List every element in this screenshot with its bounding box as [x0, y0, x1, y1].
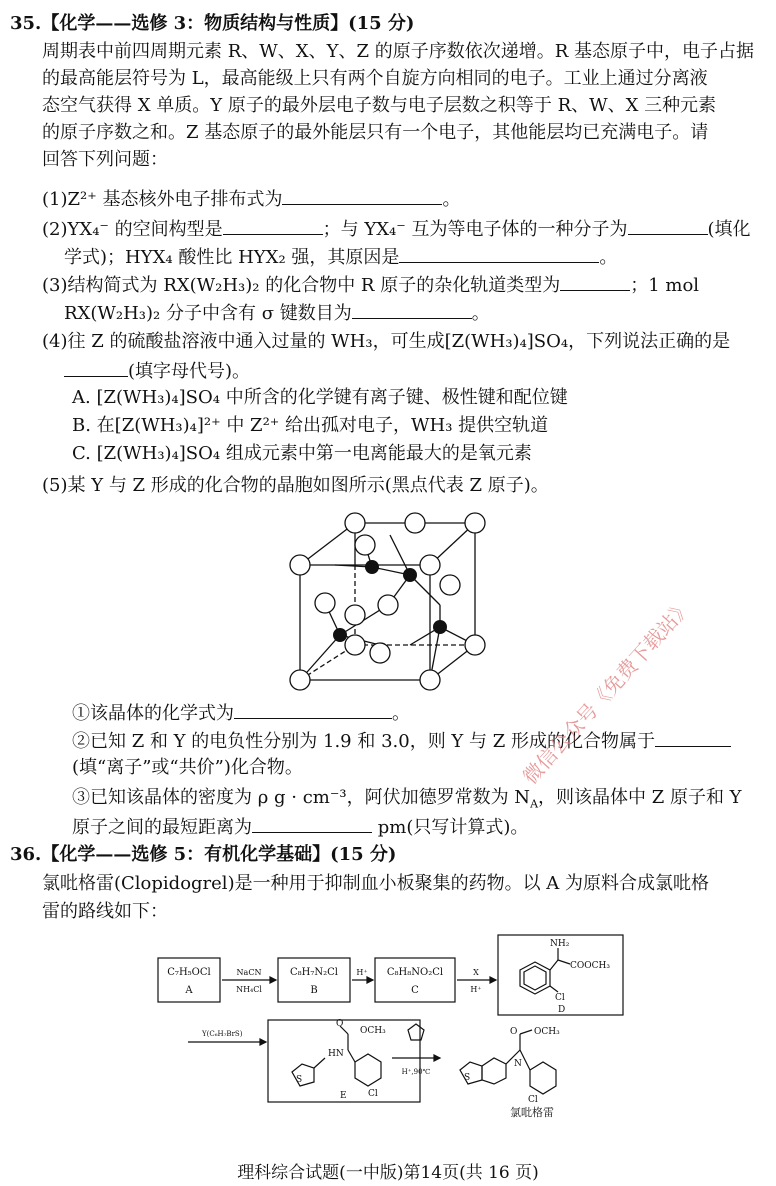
q35-part4-line2 — [64, 358, 250, 384]
reagent-1-bottom: NH₄Cl — [236, 985, 262, 994]
e-hn: HN — [328, 1049, 344, 1059]
option-c: C. [Z(WH₃)₄]SO₄ 组成元素中第一电离能最大的是氧元素 — [72, 443, 532, 464]
q35-part2-d: 学式)；HYX₄ 酸性比 HYX₂ 强，其原因是 — [64, 247, 400, 268]
b-label: B — [310, 985, 318, 996]
option-a: A. [Z(WH₃)₄]SO₄ 中所含的化学键有离子键、极性键和配位键 — [72, 387, 568, 408]
answer-blank-3a[interactable] — [560, 272, 630, 291]
product-s: S — [464, 1073, 471, 1083]
q35-intro-5: 回答下列问题： — [42, 149, 168, 170]
d-ester: COOCH₃ — [570, 961, 610, 971]
q35-part3-b: ；1 mol — [630, 275, 700, 296]
synthesis-scheme — [150, 930, 630, 1120]
q35-sub2-a: ②已知 Z 和 Y 的电负性分别为 1.9 和 3.0，则 Y 与 Z 形成的化合物属于 — [72, 731, 655, 752]
answer-blank-2c[interactable] — [399, 244, 599, 263]
a-formula: C₇H₅OCl — [167, 967, 211, 978]
q35-part2-line1 — [42, 216, 751, 242]
q36-intro-1: 氯吡格雷(Clopidogrel)是一种用于抑制血小板聚集的药物。以 A 为原料合成氯吡格 — [42, 873, 710, 894]
q35-sub3-line2 — [72, 814, 528, 840]
c-label: C — [411, 985, 419, 996]
box-e — [268, 1020, 420, 1102]
e-label: E — [340, 1091, 347, 1101]
q35-part2-b: ；与 YX₄⁻ 互为等电子体的一种分子为 — [322, 219, 628, 240]
a-label: A — [185, 985, 193, 996]
q35-sub2-line1 — [72, 728, 731, 754]
q35-part2-c: (填化 — [707, 219, 751, 240]
q35-sub3-d: pm(只写计算式)。 — [377, 817, 529, 838]
product-n: N — [514, 1059, 522, 1069]
product-cl: Cl — [528, 1095, 538, 1105]
q35-part1-text: (1)Z²⁺ 基态核外电子排布式为 — [42, 189, 283, 210]
q35-sub2-line2: (填“离子”或“共价”)化合物。 — [72, 757, 303, 778]
q35-part3-a: (3)结构简式为 RX(W₂H₃)₂ 的化合物中 R 原子的杂化轨道类型为 — [42, 275, 561, 296]
q35-part1: (1)Z²⁺ 基态核外电子排布式为 。 — [42, 186, 460, 212]
c-formula: C₈H₈NO₂Cl — [386, 967, 444, 978]
q35-part5: (5)某 Y 与 Z 形成的化合物的晶胞如图所示(黑点代表 Z 原子)。 — [42, 475, 549, 496]
q35-part3-c: RX(W₂H₃)₂ 分子中含有 σ 键数目为 — [64, 303, 352, 324]
e-o: O — [336, 1019, 344, 1029]
q35-sub1: ①该晶体的化学式为 。 — [72, 700, 410, 726]
q35-intro-4: 的原子序数之和。Z 基态原子的最外能层只有一个电子，其他能层均已充满电子。请 — [42, 122, 709, 143]
q35-part2-line2: 学式)；HYX₄ 酸性比 HYX₂ 强，其原因是 。 — [64, 244, 617, 270]
e-cl: Cl — [368, 1089, 378, 1099]
page-footer: 理科综合试题(一中版)第14页(共 16 页) — [237, 1163, 539, 1183]
answer-blank-4[interactable] — [64, 358, 128, 377]
q36-intro-2: 雷的路线如下： — [42, 901, 168, 922]
product-o: O — [510, 1027, 518, 1037]
answer-blank-3b[interactable] — [352, 300, 472, 319]
e-och3: OCH₃ — [360, 1026, 386, 1036]
q35-part3-line2: RX(W₂H₃)₂ 分子中含有 σ 键数目为 。 — [64, 300, 490, 326]
q35-sub1-text: ①该晶体的化学式为 — [72, 703, 234, 724]
option-b: B. 在[Z(WH₃)₄]²⁺ 中 Z²⁺ 给出孤对电子，WH₃ 提供空轨道 — [72, 415, 549, 436]
q35-intro-1: 周期表中前四周期元素 R、W、X、Y、Z 的原子序数依次递增。R 基态原子中，电子占据 — [42, 41, 754, 62]
answer-blank-1[interactable] — [282, 186, 442, 205]
reagent-4: Y(C₆H₇BrS) — [202, 1030, 243, 1038]
q35-sub3-c: 原子之间的最短距离为 — [72, 817, 252, 838]
product-och3: OCH₃ — [534, 1027, 560, 1037]
q35-intro-2: 的最高能层符号为 L，最高能级上只有两个自旋方向相同的电子。工业上通过分离液 — [42, 68, 708, 89]
q35-part4-b: (填字母代号)。 — [128, 361, 251, 382]
crystal-cell-diagram — [280, 505, 500, 695]
b-formula: C₈H₇N₂Cl — [290, 967, 338, 978]
answer-blank-5a[interactable] — [234, 700, 392, 719]
reagent-3-top: X — [473, 968, 479, 977]
q35-sub3-subscript: A — [530, 797, 539, 811]
q35-intro-3: 态空气获得 X 单质。Y 原子的最外层电子数与电子层数之积等于 R、W、X 三种元素 — [42, 95, 717, 116]
d-nh2: NH₂ — [550, 939, 570, 949]
reagent-3-bottom: H⁺ — [470, 985, 482, 994]
product-label: 氯吡格雷 — [510, 1106, 554, 1119]
reagent-2-top: H⁺ — [356, 968, 368, 977]
answer-blank-2a[interactable] — [223, 216, 323, 235]
d-cl: Cl — [555, 993, 565, 1003]
q35-part3-line1 — [42, 272, 699, 298]
answer-blank-5c[interactable] — [252, 814, 372, 833]
d-label: D — [558, 1005, 566, 1015]
q35-sub3-line1 — [72, 786, 742, 817]
q35-part4-line1: (4)往 Z 的硫酸盐溶液中通入过量的 WH₃，可生成[Z(WH₃)₄]SO₄，下列说法正确的是 — [42, 331, 731, 352]
reagent-1-top: NaCN — [236, 968, 262, 977]
answer-blank-5b[interactable] — [655, 728, 731, 747]
q36-header: 36.【化学——选修 5：有机化学基础】(15 分) — [10, 844, 397, 865]
e-s: S — [296, 1075, 303, 1085]
q35-part2-a: (2)YX₄⁻ 的空间构型是 — [42, 219, 223, 240]
q35-sub3-b: ，则该晶体中 Z 原子和 Y — [538, 787, 742, 808]
answer-blank-2b[interactable] — [628, 216, 708, 235]
q35-header: 35.【化学——选修 3：物质结构与性质】(15 分) — [10, 13, 415, 34]
q35-sub3-a: ③已知该晶体的密度为 ρ g · cm⁻³，阿伏加德罗常数为 N — [72, 787, 531, 808]
watermark-text: 微信公众号《免费下载站》 — [517, 594, 697, 789]
reagent-5-bottom: H⁺,90℃ — [401, 1068, 431, 1076]
